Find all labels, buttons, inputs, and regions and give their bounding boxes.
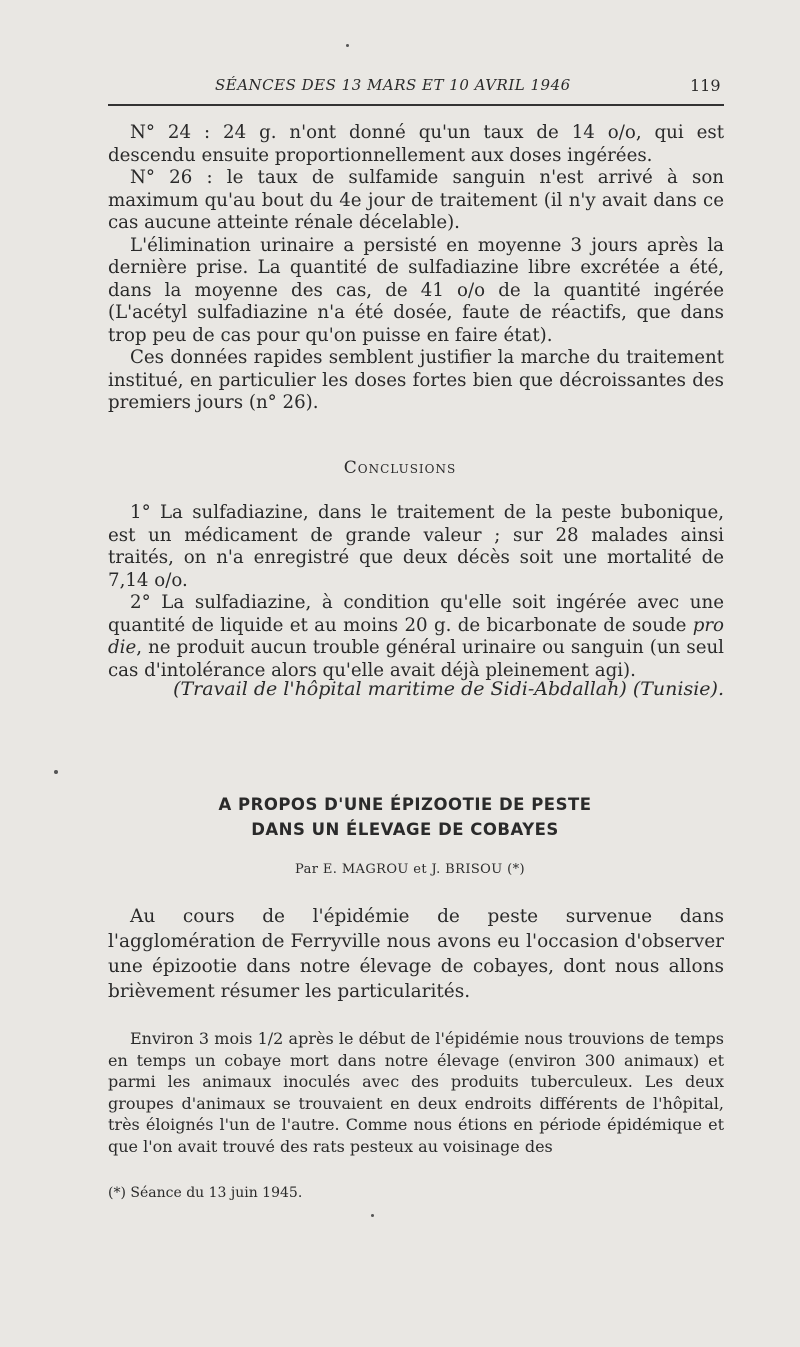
intro-paragraph: Au cours de l'épidémie de peste survenue dans l'agglomération de Ferryville nous avons eu l'occasion d'observer une épizootie dans notre élevage de cobayes, dont nous allons brièvement résumer les particularités. — [108, 906, 724, 1002]
footnote: (*) Séance du 13 juin 1945. — [108, 1185, 303, 1201]
conclusions-section — [108, 502, 724, 682]
conclusion-2-text-b: , ne produit aucun trouble général urinaire ou sanguin (un seul cas d'intolérance alors qu'elle avait déjà pleinement agi). — [108, 637, 724, 681]
conclusion-2 — [108, 592, 724, 682]
paragraph-elimination: L'élimination urinaire a persisté en moyenne 3 jours après la dernière prise. La quantité de sulfadiazine libre excrétée a été, dans la moyenne des cas, de 41 o/o de la quantité ingérée (L'acétyl sulfadiazine n'a été dosée, faute de réactifs, que dans trop peu de cas pour qu'on puisse en faire état). — [108, 234, 724, 346]
paper-speck — [346, 44, 349, 47]
paper-speck — [371, 1214, 374, 1217]
paragraph-summary: Ces données rapides semblent justifier la marche du traitement institué, en particulier les doses fortes bien que décroissantes des premiers jours (n° 26). — [108, 347, 724, 413]
conclusion-2-italic: pro die — [108, 614, 724, 658]
paragraph-n26: N° 26 : le taux de sulfamide sanguin n'est arrivé à son maximum qu'au bout du 4e jour de traitement (il n'y avait dans ce cas aucune atteinte rénale décelable). — [108, 167, 724, 233]
article-title-line-1: A PROPOS D'UNE ÉPIZOOTIE DE PESTE — [218, 795, 592, 814]
conclusions-heading: Conclusions — [343, 458, 457, 478]
article-body — [108, 1028, 724, 1157]
article-intro — [108, 904, 724, 1004]
conclusion-1: 1° La sulfadiazine, dans le traitement de la peste bubonique, est un médicament de grande valeur ; sur 28 malades ainsi traités, on n'a enregistré que deux décès soit une mortalité de 7,14 o/o. — [108, 502, 724, 591]
conclusion-2-text-a: 2° La sulfadiazine, à condition qu'elle soit ingérée avec une quantité de liquide et au moins 20 g. de bicarbonate de soude — [108, 592, 724, 636]
article-title — [0, 792, 800, 842]
results-section — [108, 122, 724, 415]
running-header: SÉANCES DES 13 MARS ET 10 AVRIL 1946 — [215, 76, 571, 94]
article-byline: Par E. MAGROU et J. BRISOU (*) — [295, 862, 525, 877]
header-rule — [108, 104, 724, 106]
body-paragraph: Environ 3 mois 1/2 après le début de l'épidémie nous trouvions de temps en temps un cobaye mort dans notre élevage (environ 300 animaux) et parmi les animaux inoculés avec des produits tuberculeux. Les deux groupes d'animaux se trouvaient en deux endroits différents de l'hôpital, très éloignés l'un de l'autre. Comme nous étions en période épidémique et que l'on avait trouvé des rats pesteux au voisinage des — [108, 1029, 724, 1156]
article-title-line-2: DANS UN ÉLEVAGE DE COBAYES — [251, 820, 559, 839]
paragraph-n24: N° 24 : 24 g. n'ont donné qu'un taux de 14 o/o, qui est descendu ensuite proportionnellement aux doses ingérées. — [108, 122, 724, 166]
attribution-line: (Travail de l'hôpital maritime de Sidi-Abdallah) (Tunisie). — [173, 678, 724, 700]
page-number: 119 — [690, 76, 721, 95]
paper-speck — [54, 770, 58, 774]
